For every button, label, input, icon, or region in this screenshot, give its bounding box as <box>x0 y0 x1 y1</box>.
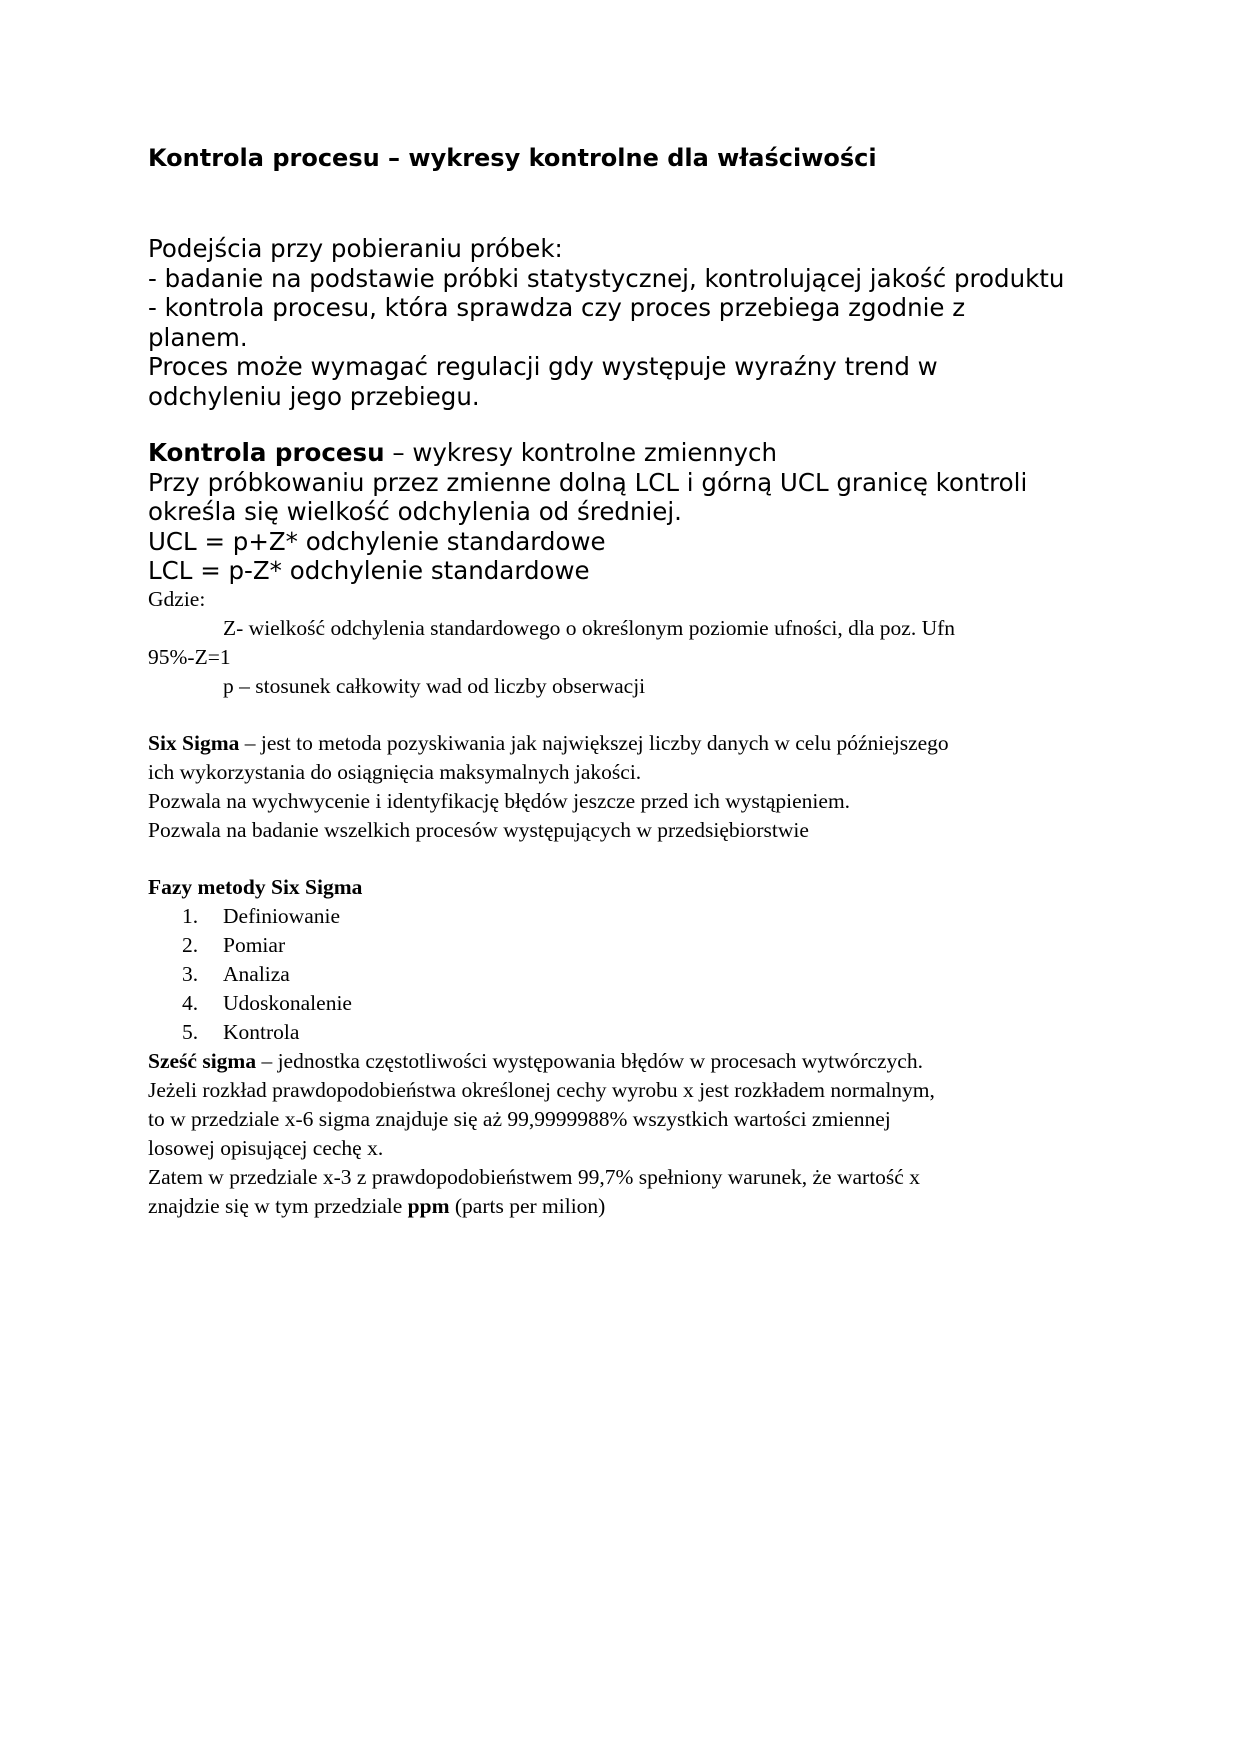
list-label: Pomiar <box>223 933 286 957</box>
sampling-line-3b: odchyleniu jego przebiegu. <box>148 381 480 411</box>
szesc-sigma-def-text: – jednostka częstotliwości występowania błędów w procesach wytwórczych. <box>256 1049 923 1073</box>
szesc-sigma-term: Sześć sigma <box>148 1049 257 1073</box>
phases-heading-text: Fazy metody Six Sigma <box>148 875 363 899</box>
list-label: Udoskonalenie <box>223 991 352 1015</box>
phases-section <box>148 873 1098 1221</box>
lcl-formula: LCL = p-Z* odchylenie standardowe <box>148 556 590 585</box>
list-number: 4. <box>182 991 199 1015</box>
list-item <box>148 931 1098 960</box>
list-item <box>148 989 1098 1018</box>
where-label: Gdzie: <box>148 587 206 611</box>
phases-heading <box>148 873 1098 902</box>
list-label: Analiza <box>223 962 290 986</box>
list-number: 5. <box>182 1020 199 1044</box>
szesc-sigma-def <box>148 1047 1098 1076</box>
szesc-sigma-line-4: losowej opisującej cechę x. <box>148 1136 384 1160</box>
six-sigma-section <box>148 729 1098 845</box>
szesc-sigma-line-6b: (parts per milion) <box>449 1194 606 1218</box>
sampling-section <box>148 234 1098 411</box>
phases-list <box>148 902 1098 1047</box>
variables-section <box>148 438 1098 586</box>
where-section <box>148 585 1098 701</box>
variables-line-1: Przy próbkowaniu przez zmienne dolną LCL i górną UCL granicę kontroli <box>148 467 1028 497</box>
szesc-sigma-line-6 <box>148 1192 1098 1221</box>
variables-heading-bold: Kontrola procesu <box>148 438 385 467</box>
szesc-sigma-line-3: to w przedziale x-6 sigma znajduje się aż 99,9999988% wszystkich wartości zmiennej <box>148 1107 891 1131</box>
six-sigma-def-a: – jest to metoda pozyskiwania jak największej liczby danych w celu późniejszego <box>239 731 949 755</box>
szesc-sigma-line-2: Jeżeli rozkład prawdopodobieństwa określonej cechy wyrobu x jest rozkładem normalnym, <box>148 1078 935 1102</box>
sampling-line-3a: Proces może wymagać regulacji gdy występuje wyraźny trend w <box>148 352 938 381</box>
list-item <box>148 902 1098 931</box>
list-number: 2. <box>182 933 199 957</box>
sampling-line-1: - badanie na podstawie próbki statystycznej, kontrolującej jakość produktu <box>148 263 1065 293</box>
sampling-line-2b: planem. <box>148 322 248 352</box>
list-item <box>148 960 1098 989</box>
p-definition: p – stosunek całkowity wad od liczby obserwacji <box>223 674 646 698</box>
list-item <box>148 1018 1098 1047</box>
variables-heading-rest: – wykresy kontrolne zmiennych <box>384 438 778 467</box>
list-number: 1. <box>182 904 199 928</box>
ppm-term: ppm <box>407 1194 450 1218</box>
six-sigma-line-2: Pozwala na wychwycenie i identyfikację błędów jeszcze przed ich wystąpieniem. <box>148 789 851 813</box>
six-sigma-term: Six Sigma <box>148 731 240 755</box>
z-definition-cont: 95%-Z=1 <box>148 645 231 669</box>
six-sigma-def <box>148 729 1098 758</box>
page-title: Kontrola procesu – wykresy kontrolne dla właściwości <box>148 144 877 172</box>
list-label: Definiowanie <box>223 904 341 928</box>
szesc-sigma-line-6a: znajdzie się w tym przedziale <box>148 1194 408 1218</box>
szesc-sigma-line-5: Zatem w przedziale x-3 z prawdopodobieństwem 99,7% spełniony warunek, że wartość x <box>148 1165 920 1189</box>
sampling-line-2a: - kontrola procesu, która sprawdza czy proces przebiega zgodnie z <box>148 293 966 322</box>
six-sigma-line-3: Pozwala na badanie wszelkich procesów występujących w przedsiębiorstwie <box>148 818 809 842</box>
sampling-intro: Podejścia przy pobieraniu próbek: <box>148 234 563 263</box>
list-number: 3. <box>182 962 199 986</box>
list-label: Kontrola <box>223 1020 300 1044</box>
variables-heading <box>148 438 1098 468</box>
z-definition: Z- wielkość odchylenia standardowego o określonym poziomie ufności, dla poz. Ufn <box>223 616 956 640</box>
six-sigma-def-b: ich wykorzystania do osiągnięcia maksymalnych jakości. <box>148 760 642 784</box>
ucl-formula: UCL = p+Z* odchylenie standardowe <box>148 526 606 556</box>
variables-line-2: określa się wielkość odchylenia od średniej. <box>148 497 682 526</box>
